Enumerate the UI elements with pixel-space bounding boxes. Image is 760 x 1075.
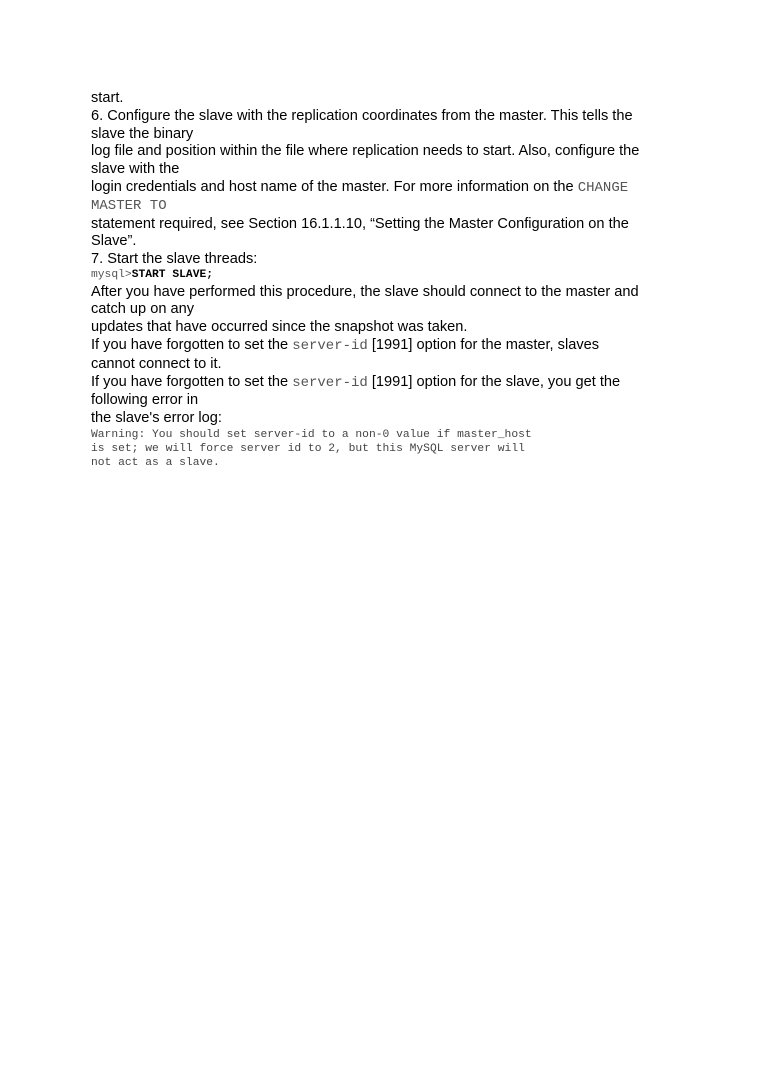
step-6-line-4: slave with the — [91, 161, 180, 178]
forgot-slave-line-1 — [91, 374, 681, 393]
forgot-master-line-1 — [91, 337, 681, 356]
step-6-line-3: log file and position within the file where replication needs to start. Also, configure the — [91, 143, 640, 160]
step-6-line-8: Slave”. — [91, 233, 137, 250]
start-slave-command: START SLAVE; — [131, 268, 214, 281]
document-page — [91, 90, 681, 470]
warning-line-3: not act as a slave. — [91, 456, 220, 469]
paragraph-start: start. — [91, 90, 124, 106]
step-6-line-7: statement required, see Section 16.1.1.10, “Setting the Master Configuration on the — [91, 215, 629, 232]
forgot-master-pre: If you have forgotten to set the — [91, 336, 293, 353]
step-6-line-5 — [91, 179, 681, 198]
step-6-line-2: slave the binary — [91, 125, 194, 142]
step-7-line-1: 7. Start the slave threads: — [91, 251, 258, 268]
warning-line-1: Warning: You should set server-id to a non-0 value if master_host — [91, 428, 532, 441]
change-master-code-1: CHANGE — [577, 179, 629, 196]
forgot-master-post: [1991] option for the master, slaves — [367, 336, 600, 353]
forgot-master-line-2: cannot connect to it. — [91, 355, 222, 372]
start-slave-code — [91, 269, 681, 283]
change-master-code-2: MASTER TO — [91, 197, 167, 214]
forgot-slave-pre: If you have forgotten to set the — [91, 373, 293, 390]
server-id-code-master: server-id — [292, 337, 368, 354]
after-line-3: updates that have occurred since the snapshot was taken. — [91, 319, 468, 336]
mysql-prompt: mysql> — [91, 268, 132, 281]
warning-line-2: is set; we will force server id to 2, but this MySQL server will — [91, 442, 525, 455]
server-id-code-slave: server-id — [292, 374, 368, 391]
after-line-2: catch up on any — [91, 301, 195, 318]
forgot-slave-line-2: following error in — [91, 392, 199, 409]
forgot-slave-post: [1991] option for the slave, you get the — [367, 373, 621, 390]
after-line-1: After you have performed this procedure, the slave should connect to the master and — [91, 283, 639, 300]
step-6-line-1: 6. Configure the slave with the replication coordinates from the master. This tells the — [91, 107, 633, 124]
forgot-slave-line-3: the slave's error log: — [91, 410, 222, 427]
step-6-line-5-text: login credentials and host name of the master. For more information on the — [91, 178, 578, 195]
